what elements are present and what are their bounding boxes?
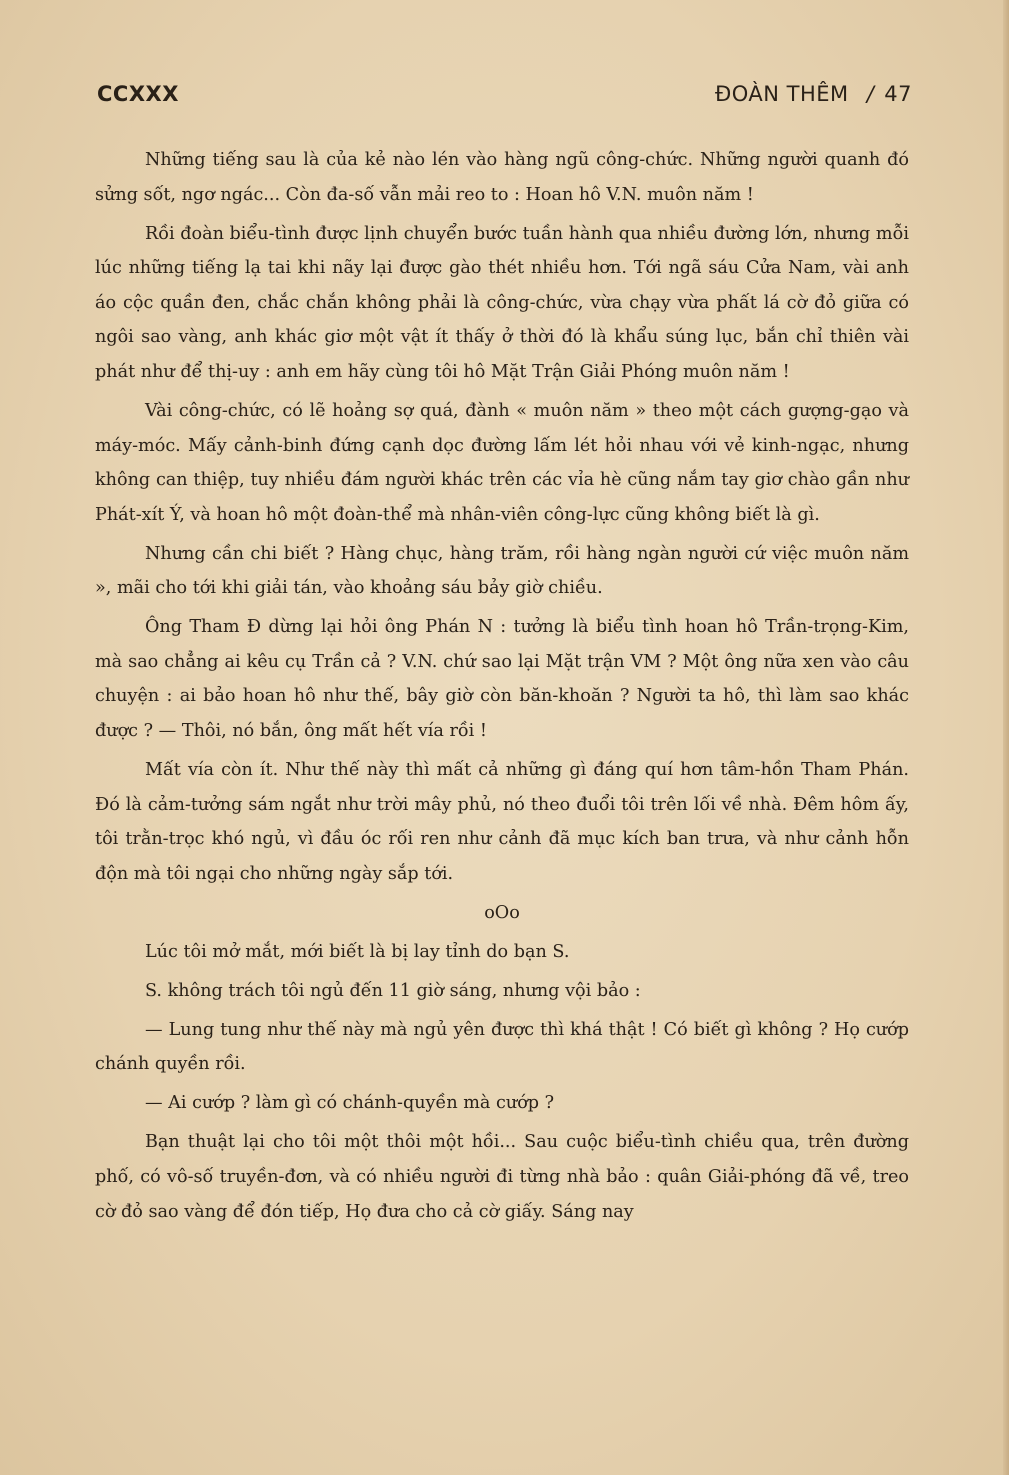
paragraph: Mất vía còn ít. Như thế này thì mất cả những gì đáng quí hơn tâm-hồn Tham Phán. Đó là cảm-tưởng sám ngắt như trời mây phủ, nó theo đuổi tôi trên lối về nhà. Đêm hôm ấy, tôi trằn-trọc khó ngủ, vì đầu óc rối ren như cảnh đã mục kích ban trưa, và như cảnh hỗn độn mà tôi ngại cho những ngày sắp tới. xyxy=(95,760,909,884)
header-right xyxy=(715,82,912,106)
running-header xyxy=(97,82,912,114)
paragraph: Nhưng cần chi biết ? Hàng chục, hàng trăm, rồi hàng ngàn người cứ việc muôn năm », mãi cho tới khi giải tán, vào khoảng sáu bảy giờ chiều. xyxy=(95,543,909,599)
paragraph: Những tiếng sau là của kẻ nào lén vào hàng ngũ công-chức. Những người quanh đó sửng sốt, ngơ ngác... Còn đa-số vẫn mải reo to : Hoan hô V.N. muôn năm ! xyxy=(95,150,909,205)
header-separator: / xyxy=(866,82,875,106)
body-text xyxy=(95,143,909,1234)
section-divider: oOo xyxy=(484,902,520,923)
paragraph: Lúc tôi mở mắt, mới biết là bị lay tỉnh do bạn S. xyxy=(145,941,570,962)
page-edge xyxy=(1003,0,1009,1475)
paragraph: — Lung tung như thế này mà ngủ yên được thì khá thật ! Có biết gì không ? Họ cướp chánh quyền rồi. xyxy=(95,1019,909,1075)
paragraph: S. không trách tôi ngủ đến 11 giờ sáng, nhưng vội bảo : xyxy=(145,980,641,1001)
book-title: ĐOÀN THÊM xyxy=(714,82,849,106)
paragraph: — Ai cướp ? làm gì có chánh-quyền mà cướp ? xyxy=(145,1093,555,1114)
chapter-label: CCXXX xyxy=(97,82,179,106)
page-number: 47 xyxy=(884,82,912,106)
paragraph: Rồi đoàn biểu-tình được lịnh chuyển bước tuần hành qua nhiều đường lớn, nhưng mỗi lúc những tiếng lạ tai khi nãy lại được gào thét nhiều hơn. Tới ngã sáu Cửa Nam, vài anh áo cộc quần đen, chắc chắn không phải là công-chức, vừa chạy vừa phất lá cờ đỏ giữa có ngôi sao vàng, anh khác giơ một vật ít thấy ở thời đó là khẩu súng lục, bắn chỉ thiên vài phát như để thị-uy : anh em hãy cùng tôi hô Mặt Trận Giải Phóng muôn năm ! xyxy=(95,223,909,382)
paragraph: Bạn thuật lại cho tôi một thôi một hồi... Sau cuộc biểu-tình chiều qua, trên đường phố, có vô-số truyền-đơn, và có nhiều người đi từng nhà bảo : quân Giải-phóng đã về, treo cờ đỏ sao vàng để đón tiếp, Họ đưa cho cả cờ giấy. Sáng nay xyxy=(95,1132,909,1222)
paragraph: Ông Tham Đ dừng lại hỏi ông Phán N : tưởng là biểu tình hoan hô Trần-trọng-Kim, mà sao chẳng ai kêu cụ Trần cả ? V.N. chứ sao lại Mặt trận VM ? Một ông nữa xen vào câu chuyện : ai bảo hoan hô như thế, bây giờ còn băn-khoăn ? Người ta hô, thì làm sao khác được ? — Thôi, nó bắn, ông mất hết vía rồi ! xyxy=(95,617,909,742)
paragraph: Vài công-chức, có lẽ hoảng sợ quá, đành « muôn năm » theo một cách gượng-gạo và máy-móc. Mấy cảnh-binh đứng cạnh dọc đường lấm lét hỏi nhau với vẻ kinh-ngạc, nhưng không can thiệp, tuy nhiều đám người khác trên các vỉa hè cũng nắm tay giơ chào gần như Phát-xít Ý, và hoan hô một đoàn-thể mà nhân-viên công-lực cũng không biết là gì. xyxy=(95,400,909,525)
